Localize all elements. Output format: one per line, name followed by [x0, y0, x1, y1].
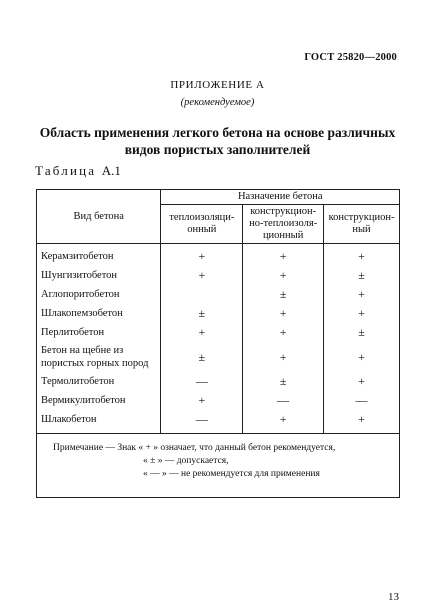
thermal-insulating-cell: +: [161, 323, 243, 342]
appendix-subtitle: (рекомендуемое): [180, 97, 255, 108]
structural-thermal-cell: ±: [243, 285, 324, 304]
concrete-application-table: [36, 189, 400, 498]
thermal-insulating-cell: [161, 285, 243, 304]
header-concrete-type: Вид бетона: [37, 190, 161, 244]
structural-thermal-cell: +: [243, 266, 324, 285]
structural-thermal-cell: +: [243, 304, 324, 323]
table-row: [37, 323, 400, 342]
structural-cell: ±: [324, 323, 400, 342]
structural-cell: +: [324, 304, 400, 323]
thermal-insulating-cell: +: [161, 266, 243, 285]
document-title: Область применения легкого бетона на основе различных видов пористых заполнителей: [39, 125, 396, 157]
header-structural-thermal: конструкцион-но-теплоизоля-ционный: [243, 205, 324, 244]
appendix-title: ПРИЛОЖЕНИЕ А: [170, 79, 265, 91]
table-row: [37, 304, 400, 323]
thermal-insulating-cell: +: [161, 244, 243, 267]
note-line-1: Примечание — Знак « + » означает, что данный бетон рекомендуется,: [53, 443, 336, 453]
table-row: [37, 372, 400, 391]
header-thermal-insulating: теплоизоляци-онный: [161, 205, 243, 244]
thermal-insulating-cell: ±: [161, 342, 243, 372]
standard-number: ГОСТ 25820—2000: [304, 52, 397, 63]
table-header-row: [37, 190, 400, 205]
concrete-type-cell: Термолитобетон: [37, 372, 161, 391]
structural-cell: ±: [324, 266, 400, 285]
thermal-insulating-cell: ±: [161, 304, 243, 323]
concrete-type-cell: Вермикулитобетон: [37, 391, 161, 410]
structural-cell: +: [324, 244, 400, 267]
structural-cell: —: [324, 391, 400, 410]
structural-thermal-cell: +: [243, 342, 324, 372]
concrete-type-cell: Перлитобетон: [37, 323, 161, 342]
structural-thermal-cell: ±: [243, 372, 324, 391]
structural-cell: +: [324, 410, 400, 434]
structural-thermal-cell: +: [243, 410, 324, 434]
table-row: [37, 244, 400, 267]
structural-thermal-cell: +: [243, 244, 324, 267]
concrete-type-cell: Шлакопемзобетон: [37, 304, 161, 323]
table-row: [37, 285, 400, 304]
concrete-type-cell: Шлакобетон: [37, 410, 161, 434]
table-row: [37, 266, 400, 285]
concrete-type-cell: Керамзитобетон: [37, 244, 161, 267]
structural-cell: +: [324, 372, 400, 391]
table-caption-number: А.1: [101, 163, 121, 178]
table-caption: [35, 163, 121, 179]
note-line-2: « ± » — допускается,: [143, 456, 229, 466]
table-row: [37, 391, 400, 410]
note-line-3: « — » — не рекомендуется для применения: [143, 469, 320, 479]
page-number: 13: [388, 591, 399, 603]
table-row: [37, 342, 400, 372]
thermal-insulating-cell: +: [161, 391, 243, 410]
note-row: [37, 434, 400, 498]
structural-thermal-cell: —: [243, 391, 324, 410]
header-purpose-group: Назначение бетона: [161, 190, 400, 205]
concrete-type-cell: Бетон на щебне из пористых горных пород: [37, 342, 161, 372]
thermal-insulating-cell: —: [161, 372, 243, 391]
table-row: [37, 410, 400, 434]
structural-thermal-cell: +: [243, 323, 324, 342]
thermal-insulating-cell: —: [161, 410, 243, 434]
table-note: [37, 434, 400, 498]
structural-cell: +: [324, 285, 400, 304]
structural-cell: +: [324, 342, 400, 372]
table-caption-prefix: Таблица: [35, 163, 97, 178]
header-structural: конструкцион-ный: [324, 205, 400, 244]
concrete-type-cell: Шунгизитобетон: [37, 266, 161, 285]
concrete-type-cell: Аглопоритобетон: [37, 285, 161, 304]
